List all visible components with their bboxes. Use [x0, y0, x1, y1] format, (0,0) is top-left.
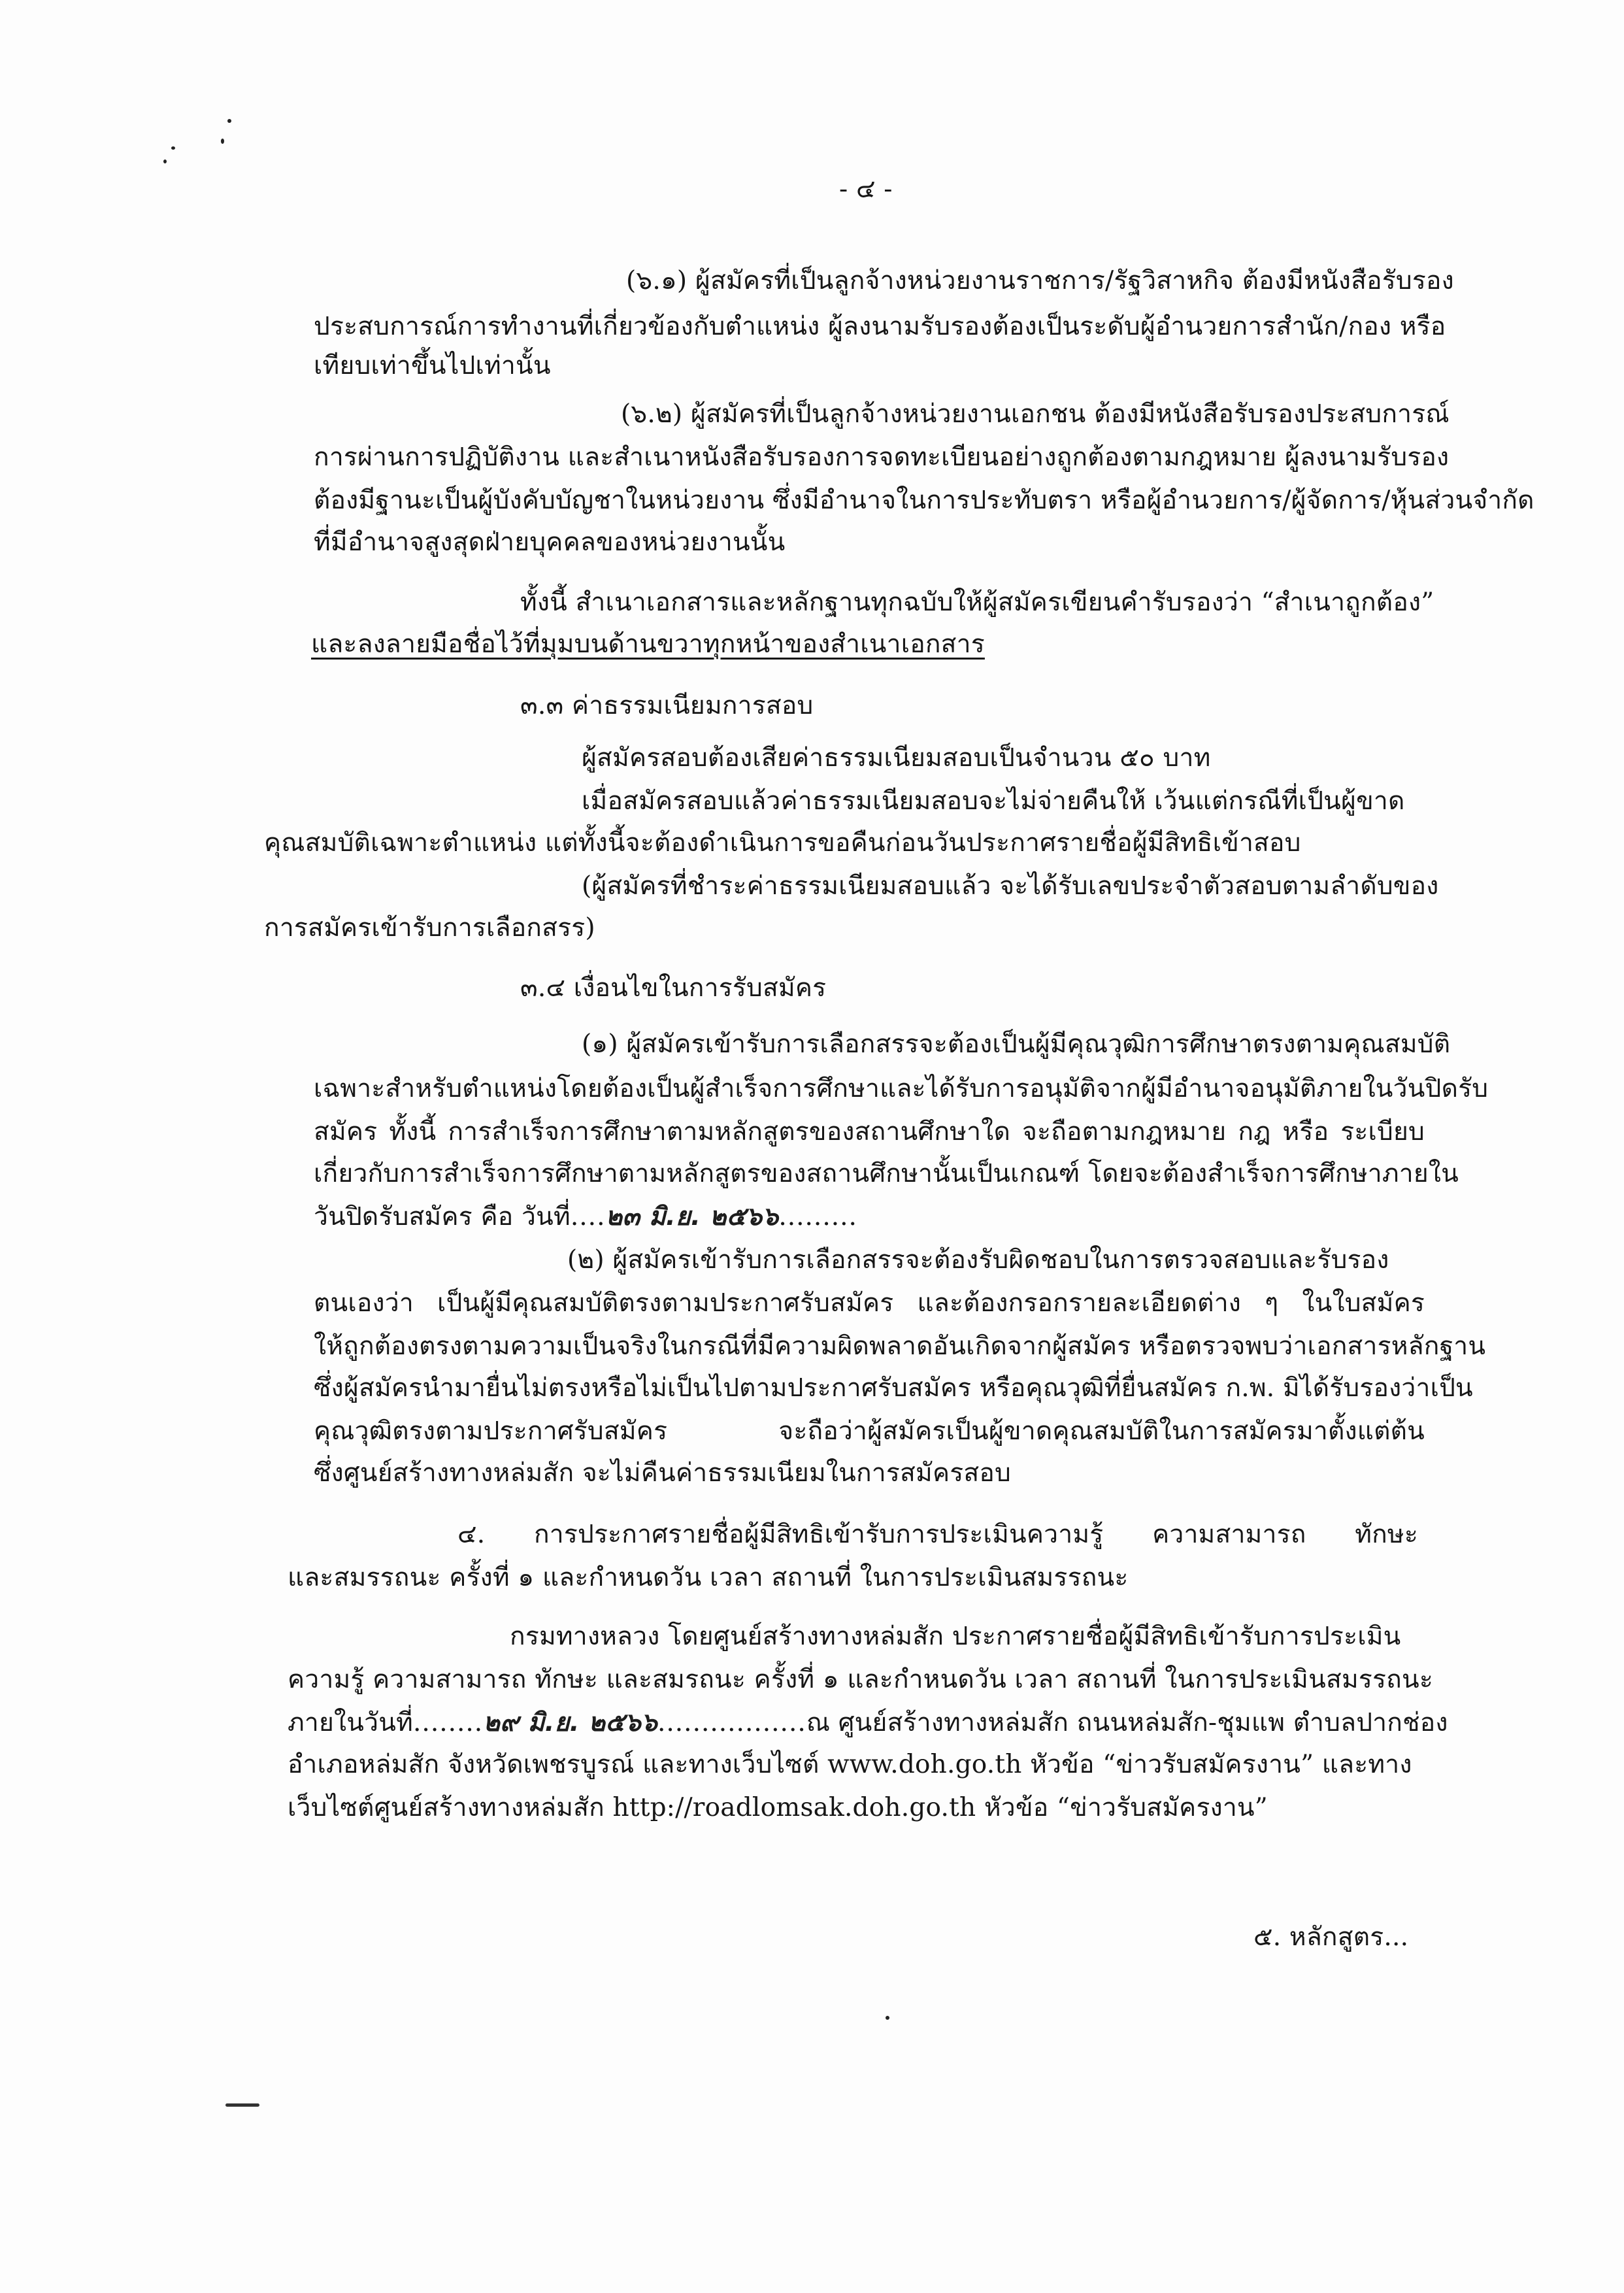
s34-p2-line-5: คุณวุฒิตรงตามประกาศรับสมัคร จะถือว่าผู้สมัครเป็นผู้ขาดคุณสมบัติในการสมัครมาตั้งแต่ต้น [314, 1416, 1425, 1446]
s4-heading-line-2: และสมรรถนะ ครั้งที่ ๑ และกำหนดวัน เวลา สถานที่ ในการประเมินสมรรถนะ [288, 1563, 1129, 1592]
s4-body-line-2: ความรู้ ความสามารถ ทักษะ และสมรถนะ ครั้งที่ ๑ และกำหนดวัน เวลา สถานที่ ในการประเมินสมรรถนะ [288, 1665, 1433, 1694]
closing-date-label: วันปิดรับสมัคร คือ วันที่ [314, 1202, 571, 1231]
dotted-leader: ......... [778, 1202, 857, 1231]
handwritten-announcement-date: ๒๙ มิ.ย. ๒๕๖๖ [483, 1708, 657, 1737]
s62-line-3: ต้องมีฐานะเป็นผู้บังคับบัญชาในหน่วยงาน ซึ่งมีอำนาจในการประทับตรา หรือผู้อำนวยการ/ผู้จัดการ/หุ้นส่วนจำกัด [314, 486, 1534, 515]
s4-body-line-4: อำเภอหล่มสัก จังหวัดเพชรบูรณ์ และทางเว็บไซต์ www.doh.go.th หัวข้อ “ข่าวรับสมัครงาน” และทาง [288, 1750, 1412, 1779]
s61-line-2: ประสบการณ์การทำงานที่เกี่ยวข้องกับตำแหน่ง ผู้ลงนามรับรองต้องเป็นระดับผู้อำนวยการสำนัก/กอง หรือ [314, 312, 1446, 341]
scan-speck [886, 2016, 889, 2020]
announcement-date-label: ภายในวันที่ [288, 1708, 414, 1737]
s33-line-5: การสมัครเข้ารับการเลือกสรร) [264, 913, 595, 943]
scan-speck [163, 159, 167, 163]
s33-line-3: คุณสมบัติเฉพาะตำแหน่ง แต่ทั้งนี้จะต้องดำเนินการขอคืนก่อนวันประกาศรายชื่อผู้มีสิทธิเข้าสอบ [264, 828, 1301, 858]
scan-speck [227, 119, 231, 123]
s33-line-4: (ผู้สมัครที่ชำระค่าธรรมเนียมสอบแล้ว จะได้รับเลขประจำตัวสอบตามลำดับของ [582, 871, 1439, 901]
s4-body-line-3 [288, 1705, 1448, 1741]
s61-line-3: เทียบเท่าขึ้นไปเท่านั้น [314, 351, 551, 380]
s34-p2-line-1: (๒) ผู้สมัครเข้ารับการเลือกสรรจะต้องรับผิดชอบในการตรวจสอบและรับรอง [567, 1245, 1389, 1275]
s61-line-1: (๖.๑) ผู้สมัครที่เป็นลูกจ้างหน่วยงานราชการ/รัฐวิสาหกิจ ต้องมีหนังสือรับรอง [626, 266, 1454, 295]
scan-speck [221, 139, 224, 144]
s34-p2-line-2: ตนเองว่า เป็นผู้มีคุณสมบัติตรงตามประกาศรับสมัคร และต้องกรอกรายละเอียดต่าง ๆ ในใบสมัคร [314, 1288, 1425, 1318]
s62-line-2: การผ่านการปฏิบัติงาน และสำเนาหนังสือรับรองการจดทะเบียนอย่างถูกต้องตามกฎหมาย ผู้ลงนามรับรอง [314, 443, 1450, 472]
s34-p2-line-6: ซึ่งศูนย์สร้างทางหล่มสัก จะไม่คืนค่าธรรมเนียมในการสมัครสอบ [314, 1458, 1011, 1488]
copy-note-line-1: ทั้งนี้ สำเนาเอกสารและหลักฐานทุกฉบับให้ผู้สมัครเขียนคำรับรองว่า “สำเนาถูกต้อง” [520, 588, 1434, 617]
s62-line-4: ที่มีอำนาจสูงสุดฝ่ายบุคคลของหน่วยงานนั้น [314, 527, 786, 557]
handwritten-closing-date: ๒๓ มิ.ย. ๒๕๖๖ [605, 1202, 779, 1231]
scan-speck [171, 146, 175, 150]
s62-line-1: (๖.๒) ผู้สมัครที่เป็นลูกจ้างหน่วยงานเอกชน ต้องมีหนังสือรับรองประสบการณ์ [621, 399, 1450, 429]
s4-body-line-1: กรมทางหลวง โดยศูนย์สร้างทางหล่มสัก ประกาศรายชื่อผู้มีสิทธิเข้ารับการประเมิน [510, 1622, 1401, 1651]
s34-heading: ๓.๔ เงื่อนไขในการรับสมัคร [520, 973, 827, 1003]
s34-p1-line-4: เกี่ยวกับการสำเร็จการศึกษาตามหลักสูตรของสถานศึกษานั้นเป็นเกณฑ์ โดยจะต้องสำเร็จการศึกษาภายใน [314, 1159, 1459, 1188]
dotted-leader: .... [570, 1202, 606, 1231]
dotted-leader: ................. [657, 1708, 806, 1737]
dotted-leader: ........ [413, 1708, 484, 1737]
continuation-catchword: ๕. หลักสูตร... [1253, 1922, 1409, 1952]
page-number: - ๔ - [839, 175, 893, 204]
s34-p2-line-4: ซึ่งผู้สมัครนำมายื่นไม่ตรงหรือไม่เป็นไปตามประกาศรับสมัคร หรือคุณวุฒิที่ยื่นสมัคร ก.พ. มิได้รับรองว่าเป็น [314, 1373, 1473, 1403]
announcement-venue: ณ ศูนย์สร้างทางหล่มสัก ถนนหล่มสัก-ชุมแพ ตำบลปากช่อง [806, 1708, 1448, 1737]
s34-p1-line-5 [314, 1199, 857, 1235]
s4-body-line-5: เว็บไซต์ศูนย์สร้างทางหล่มสัก http://roadlomsak.doh.go.th หัวข้อ “ข่าวรับสมัครงาน” [288, 1793, 1268, 1822]
s34-p1-line-2: เฉพาะสำหรับตำแหน่งโดยต้องเป็นผู้สำเร็จการศึกษาและได้รับการอนุมัติจากผู้มีอำนาจอนุมัติภายในวันปิดรับ [314, 1074, 1489, 1103]
s34-p2-line-3: ให้ถูกต้องตรงตามความเป็นจริงในกรณีที่มีความผิดพลาดอันเกิดจากผู้สมัคร หรือตรวจพบว่าเอกสารหลักฐาน [314, 1331, 1486, 1361]
s33-heading: ๓.๓ ค่าธรรมเนียมการสอบ [520, 691, 814, 720]
s34-p1-line-3: สมัคร ทั้งนี้ การสำเร็จการศึกษาตามหลักสูตรของสถานศึกษาใด จะถือตามกฎหมาย กฎ หรือ ระเบียบ [314, 1117, 1425, 1146]
s33-line-1: ผู้สมัครสอบต้องเสียค่าธรรมเนียมสอบเป็นจำนวน ๕๐ บาท [582, 743, 1211, 773]
copy-note-line-2: และลงลายมือชื่อไว้ที่มุมบนด้านขวาทุกหน้าของสำเนาเอกสาร [311, 629, 985, 659]
s34-p1-line-1: (๑) ผู้สมัครเข้ารับการเลือกสรรจะต้องเป็นผู้มีคุณวุฒิการศึกษาตรงตามคุณสมบัติ [582, 1029, 1451, 1059]
s33-line-2: เมื่อสมัครสอบแล้วค่าธรรมเนียมสอบจะไม่จ่ายคืนให้ เว้นแต่กรณีที่เป็นผู้ขาด [582, 786, 1405, 816]
s4-heading-line-1: ๔. การประกาศรายชื่อผู้มีสิทธิเข้ารับการประเมินความรู้ ความสามารถ ทักษะ [457, 1520, 1418, 1549]
scan-mark [225, 2103, 259, 2107]
